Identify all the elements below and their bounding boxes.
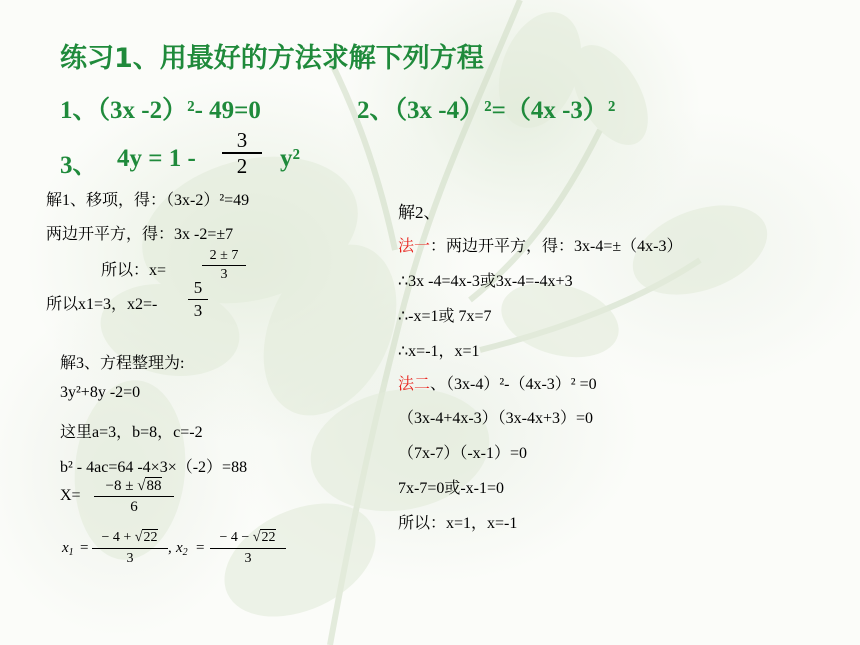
fraction-numerator: − 4 + √22 (101, 530, 158, 545)
fraction-denominator: 3 (126, 551, 134, 566)
x2-variable (176, 540, 188, 558)
sol1-line4-label: 所以x1=3，x2=- (46, 296, 158, 313)
sol2-line8: 7x-7=0或-x-1=0 (398, 480, 505, 497)
sol3-x-fraction (94, 476, 174, 517)
x2-equals: = (196, 540, 205, 556)
x2-fraction (210, 528, 286, 569)
numerator-text: − 4 + (101, 530, 135, 545)
x1-variable (62, 540, 74, 558)
sol2-line7: （7x-7）（-x-1）=0 (398, 445, 528, 462)
radicand: 88 (146, 478, 162, 494)
exercise-title: 练习1、用最好的方法求解下列方程 (60, 43, 484, 74)
fraction-numerator: − 4 − √22 (219, 530, 276, 545)
sol2-line4: ∴x=-1，x=1 (398, 343, 480, 360)
sol1-line1: 解1、移项，得：（3x-2）²=49 (46, 192, 250, 209)
problem-3-tail: y² (280, 145, 300, 172)
sol3-line2: 3y²+8y -2=0 (60, 384, 141, 401)
numerator-text: − 4 − (219, 530, 253, 545)
sol2-line2: ∴3x -4=4x-3或3x-4=-4x+3 (398, 273, 573, 290)
sol1-line3-fraction (202, 247, 246, 284)
sol2-method2 (398, 371, 597, 394)
method-1-label: 法一 (398, 238, 431, 255)
comma: , (168, 540, 172, 556)
fraction-denominator: 3 (193, 301, 203, 320)
x1-var: x (62, 540, 69, 556)
sol2-line3: ∴-x=1或 7x=7 (398, 308, 492, 325)
fraction-numerator: −8 ± √88 (105, 478, 162, 494)
sol2-header: 解2、 (398, 203, 441, 222)
problem-1: 1、（3x -2）²- 49=0 (60, 97, 261, 124)
sol3-header: 解3、方程整理为: (60, 355, 185, 372)
fraction-denominator: 3 (244, 551, 252, 566)
fraction-denominator: 6 (130, 499, 138, 515)
sol3-x-label: X= (60, 487, 81, 504)
sol2-line9: 所以：x=1，x=-1 (398, 515, 518, 532)
problem-3-number: 3、 (60, 152, 98, 179)
fraction-numerator: 2 ± 7 (209, 248, 239, 263)
x1-equals: = (80, 540, 89, 556)
sol1-line2: 两边开平方，得：3x -2=±7 (46, 226, 234, 243)
x1-fraction (92, 528, 168, 569)
fraction-numerator: 5 (193, 278, 203, 297)
sol2-method1 (398, 233, 682, 256)
fraction-denominator: 3 (220, 267, 228, 282)
sol3-line3: 这里a=3，b=8，c=-2 (60, 424, 203, 441)
sol3-line4: b² - 4ac=64 -4×3×（-2）=88 (60, 459, 248, 476)
numerator-text: −8 ± (105, 478, 138, 494)
radicand: 22 (143, 530, 158, 545)
sol2-line6: （3x-4+4x-3）（3x-4x+3）=0 (398, 410, 594, 427)
x1-subscript: 1 (68, 547, 74, 558)
radicand: 22 (261, 530, 276, 545)
sol1-line4-fraction (188, 277, 208, 322)
problem-3-lhs: 4y = 1 - (117, 145, 196, 172)
x2-subscript: 2 (182, 547, 188, 558)
method-2-label: 法二 (398, 376, 431, 393)
method-1-text: ：两边开平方，得：3x-4=±（4x-3） (430, 238, 683, 255)
sol1-line3-label: 所以：x= (101, 262, 167, 279)
problem-3-fraction (222, 128, 262, 178)
problem-2: 2、（3x -4）²=（4x -3）² (357, 97, 616, 124)
x2-var: x (176, 540, 183, 556)
method-2-text: 、（3x-4）²-（4x-3）² =0 (430, 376, 597, 393)
fraction-numerator: 3 (236, 128, 248, 152)
fraction-denominator: 2 (236, 154, 248, 178)
